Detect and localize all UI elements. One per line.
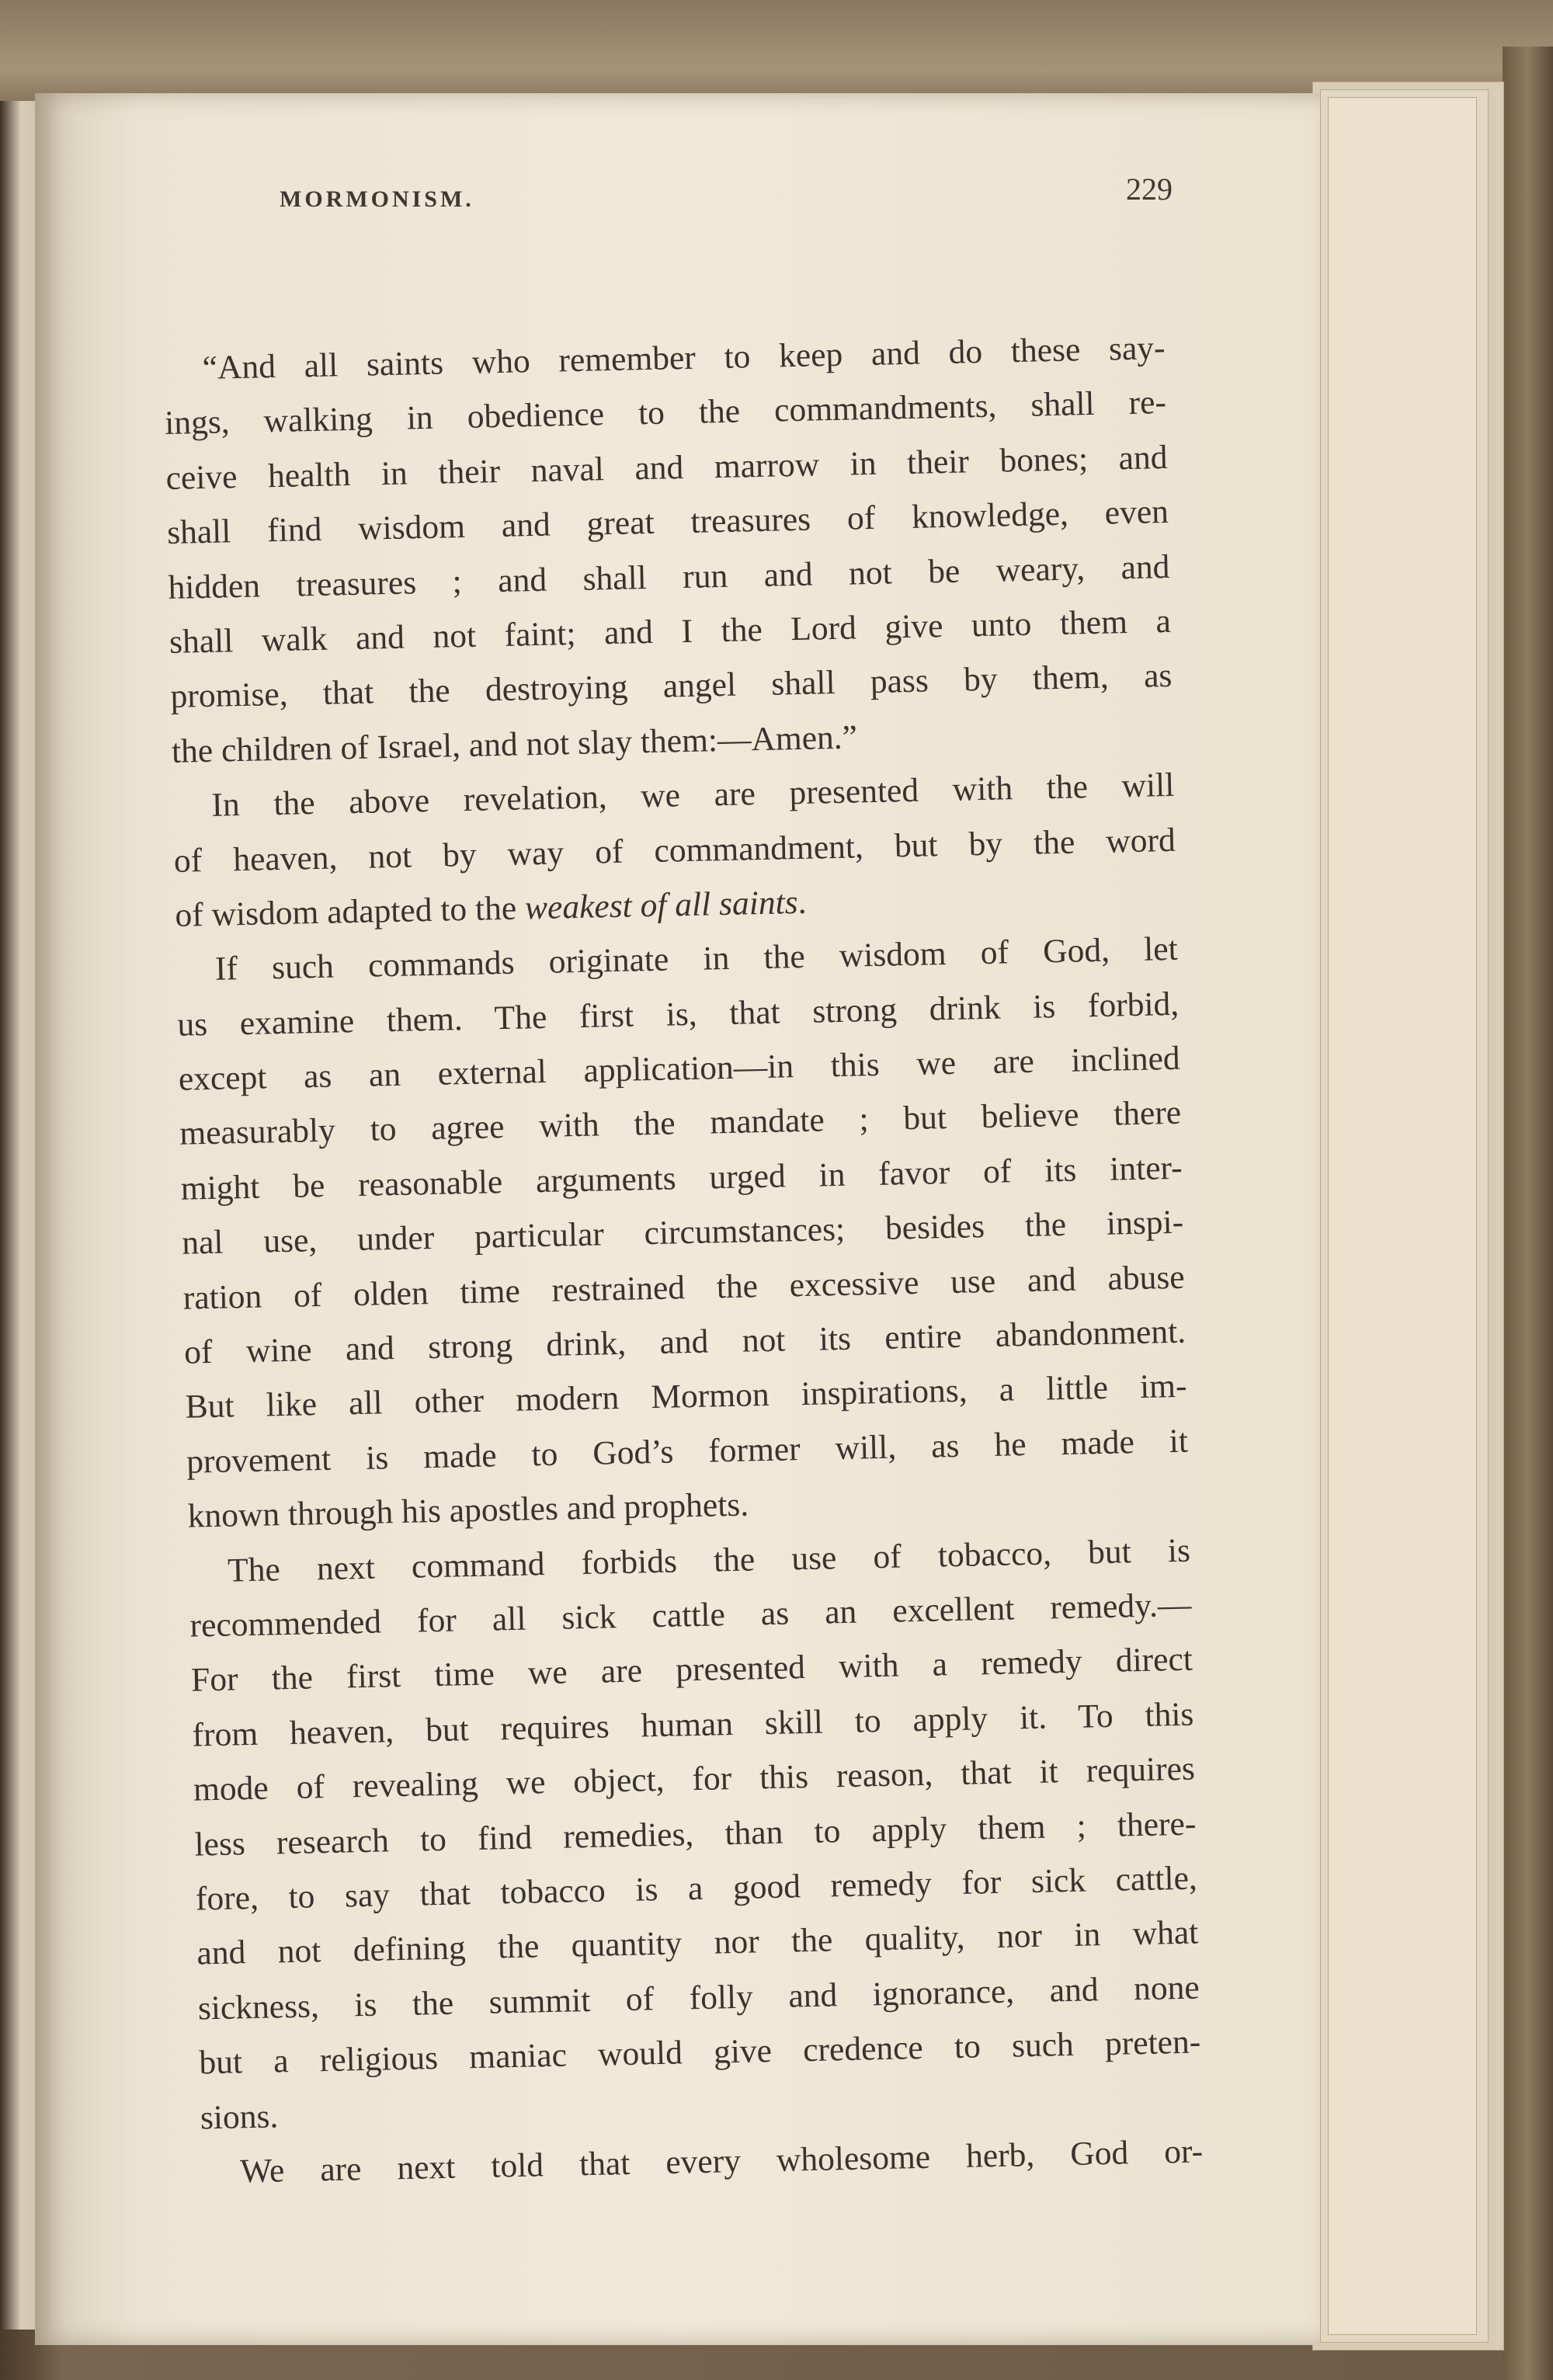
text-line: the children of Israel, and not slay them:—Amen.”: [171, 718, 858, 770]
text-line: less research to find remedies, than to apply them ; there-: [194, 1805, 1197, 1864]
text-line: recommended for all sick cattle as an excellent remedy.—: [189, 1586, 1192, 1645]
text-line: fore, to say that tobacco is a good remedy for sick cattle,: [195, 1859, 1198, 1918]
italic-text-segment: weakest of all saints: [524, 883, 799, 927]
text-line: But like all other modern Mormon inspirations, a little im-: [185, 1367, 1187, 1426]
text-line: mode of revealing we object, for this reason, that it requires: [193, 1749, 1196, 1808]
text-line: “And all saints who remember to keep and do these say-: [202, 328, 1166, 387]
text-line: shall walk and not faint; and I the Lord give unto them a: [169, 602, 1172, 661]
text-line: might be reasonable arguments urged in favor of its inter-: [180, 1148, 1183, 1207]
text-line: ration of olden time restrained the excessive use and abuse: [182, 1258, 1186, 1317]
page-edge-stack: [1328, 97, 1477, 2335]
text-line: from heaven, but requires human skill to apply it. To this: [192, 1695, 1194, 1754]
text-line: measurably to agree with the mandate ; but believe there: [179, 1094, 1182, 1153]
text-line: and not defining the quantity nor the quality, nor in what: [196, 1913, 1199, 1972]
text-line: In the above revelation, we are presented with the will: [211, 766, 1175, 824]
book-cover-right-edge: [1503, 47, 1553, 2380]
text-line: us examine them. The first is, that strong drink is forbid,: [176, 985, 1180, 1044]
text-line: of heaven, not by way of commandment, but by the word: [173, 821, 1176, 880]
text-line: sions.: [200, 2097, 279, 2136]
text-line: provement is made to God’s former will, as he made it: [186, 1422, 1189, 1481]
text-line: except as an external application—in this we are inclined: [178, 1039, 1181, 1098]
text-line: but a religious maniac would give credence to such preten-: [198, 2023, 1201, 2082]
text-line: hidden treasures ; and shall run and not be weary, and: [168, 547, 1170, 606]
text-line: known through his apostles and prophets.: [187, 1485, 749, 1535]
text-line: shall find wisdom and great treasures of knowledge, even: [166, 493, 1169, 552]
text-line: nal use, under particular circumstances; besides the inspi-: [181, 1203, 1184, 1262]
text-line: ceive health in their naval and marrow in their bones; and: [165, 438, 1168, 497]
text-line: promise, that the destroying angel shall pass by them, as: [170, 657, 1173, 716]
page-header: [280, 171, 1173, 233]
text-line: of wine and strong drink, and not its entire abandonment.: [183, 1312, 1186, 1371]
text-segment: .: [797, 883, 807, 921]
page-number: 229: [1126, 172, 1173, 207]
text-segment: of wisdom adapted to the: [174, 889, 526, 934]
text-line: ings, walking in obedience to the commandments, shall re-: [164, 384, 1167, 443]
text-line: We are next told that every wholesome herb, God or-: [239, 2132, 1204, 2191]
text-line: If such commands originate in the wisdom of God, let: [214, 930, 1179, 988]
text-line: For the first time we are presented with a remedy direct: [190, 1640, 1193, 1699]
body-text: [163, 321, 1204, 2200]
text-line: sickness, is the summit of folly and ignorance, and none: [197, 1968, 1200, 2027]
running-head: MORMONISM.: [280, 186, 474, 212]
text-line: The next command forbids the use of tobacco, but is: [227, 1531, 1191, 1590]
